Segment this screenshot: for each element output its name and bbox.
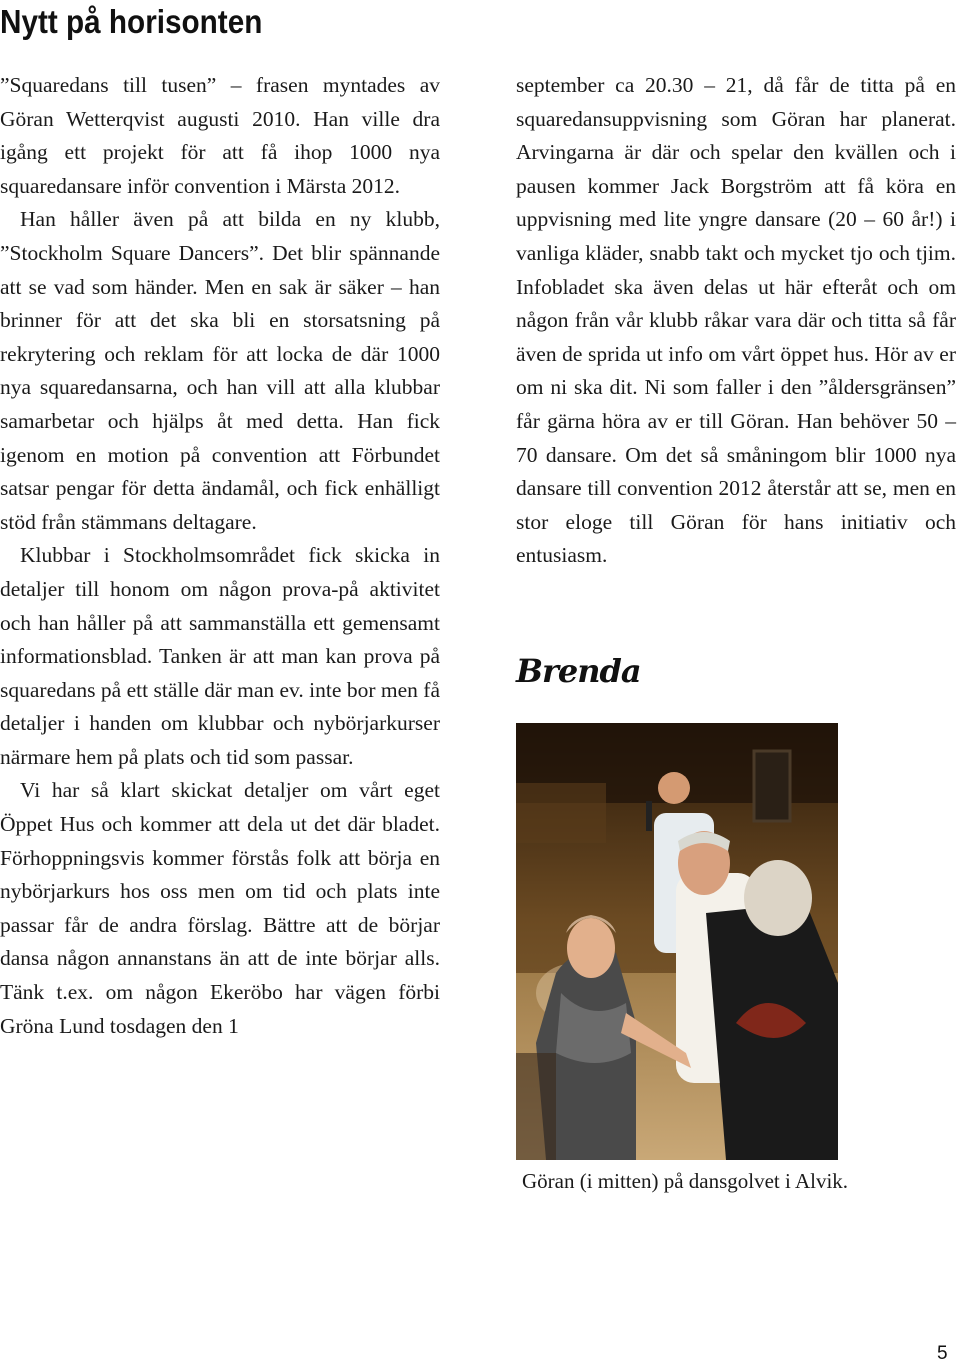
- photo-caption: Göran (i mitten) på dansgolvet i Alvik.: [522, 1169, 849, 1193]
- article-paragraph: Klubbar i Stockholmsområdet fick skicka in detaljer till honom om någon prova-på aktivitet och han håller på att sammanställa ett gemensamt informationsblad. Tanken är att man kan prova på squaredans på ett ställe där man ev. inte bor men få detaljer i handen om klubbar och nybörjarkurser närmare hem på plats och tid som passar.: [0, 543, 440, 769]
- article-paragraph: ”Squaredans till tusen” – frasen myntades av Göran Wetterqvist augusti 2010. Han ville dra igång ett projekt för att få ihop 1000 nya squaredansare inför convention i Märsta 2012.: [0, 73, 440, 198]
- article-column-right: [516, 69, 956, 573]
- article-column-left: [0, 69, 440, 1043]
- article-paragraph: Han håller även på att bilda en ny klubb, ”Stockholm Square Dancers”. Det blir spännande att se vad som händer. Men en sak är säker – han brinner för att det ska bli en storsatsning på rekrytering och reklam för att locka de där 1000 nya squaredansarna, och han vill att alla klubbar samarbetar och hjälps åt med detta. Han fick igenom en motion på convention att Förbundet satsar pengar för detta ändamål, och fick enhälligt stöd från stämmans deltagare.: [0, 207, 440, 534]
- article-paragraph: september ca 20.30 – 21, då får de titta på en squaredansuppvisning som Göran har planerat. Arvingarna är där och spelar den kvällen och i pausen kommer Jack Borgström att få köra en uppvisning med lite yngre dansare (20 – 60 år!) i vanliga kläder, snabb takt och mycket tjo och tjim. Infobladet ska även delas ut här efteråt och om någon från vår klubb råkar vara där och titta så får även de sprida ut info om vårt öppet hus. Hör av er om ni ska dit. Ni som faller i den ”åldersgränsen” får gärna höra av er till Göran. Han behöver 50 – 70 dansare. Om det så småningom blir 1000 nya dansare till convention 2012 återstår att se, men en stor eloge till Göran för hans initiativ och entusiasm.: [516, 73, 956, 568]
- article-paragraph: Vi har så klart skickat detaljer om vårt eget Öppet Hus och kommer att dela ut det där bladet. Förhoppningsvis kommer förstås folk att börja en nybörjarkurs hos oss men om tid och plats inte passar får de andra förslag. Bättre att de börjar dansa någon annanstans än att de inte börjar alls. Tänk t.ex. om någon Ekeröbo har vägen förbi Gröna Lund tosdagen den 1: [0, 778, 440, 1038]
- page-number: 5: [937, 1343, 948, 1364]
- dance-floor-photo: [516, 723, 838, 1160]
- page-heading: Nytt på horisonten: [0, 3, 263, 40]
- photo-illustration: [516, 723, 838, 1160]
- author-signature: Brenda: [516, 652, 641, 690]
